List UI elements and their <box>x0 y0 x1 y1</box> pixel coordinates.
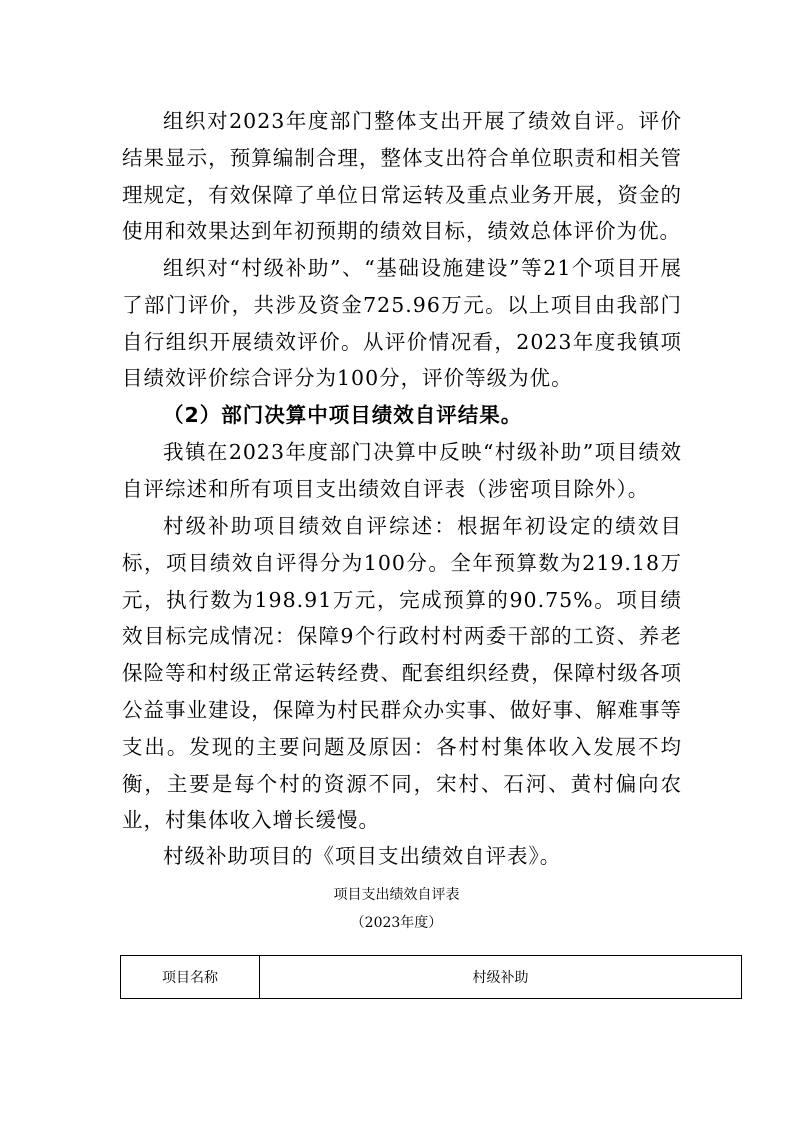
table-row <box>121 956 742 999</box>
project-name-value: 村级补助 <box>260 956 742 999</box>
paragraph-table-intro: 村级补助项目的《项目支出绩效自评表》。 <box>163 844 562 868</box>
paragraph-village-subsidy-summary: 村级补助项目绩效自评综述：根据年初设定的绩效目标，项目绩效自评得分为100分。全年预算数为219.18万元，执行数为198.91万元，完成预算的90.75%。项目绩效目标完成情况：保障9个行政村村两委干部的工资、养老保险等和村级正常运转经费、配套组织经费，保障村级各项公益事业建设，保障为村民群众办实事、做好事、解难事等支出。发现的主要问题及原因：各村村集体收入发展不均衡，主要是每个村的资源不同，宋村、石河、黄村偏向农业，村集体收入增长缓慢。 <box>122 514 682 833</box>
evaluation-table <box>120 955 742 999</box>
paragraph-project-evaluation: 组织对“村级补助”、“基础设施建设”等21个项目开展了部门评价，共涉及资金725.96万元。以上项目由我部门自行组织开展绩效评价。从评价情况看，2023年度我镇项目绩效评价综合评分为100分，评价等级为优。 <box>122 256 682 391</box>
table-year: （2023年度） <box>350 915 443 931</box>
project-name-label: 项目名称 <box>121 956 260 999</box>
paragraph-overall-evaluation: 组织对2023年度部门整体支出开展了绩效自评。评价结果显示，预算编制合理，整体支出符合单位职责和相关管理规定，有效保障了单位日常运转及重点业务开展，资金的使用和效果达到年初预期的绩效目标，绩效总体评价为优。 <box>122 109 682 244</box>
paragraph-final-accounts: 我镇在2023年度部门决算中反映“村级补助”项目绩效自评综述和所有项目支出绩效自评表（涉密项目除外）。 <box>122 440 682 501</box>
section-heading: （2）部门决算中项目绩效自评结果。 <box>163 403 523 427</box>
table-title: 项目支出绩效自评表 <box>333 887 460 903</box>
